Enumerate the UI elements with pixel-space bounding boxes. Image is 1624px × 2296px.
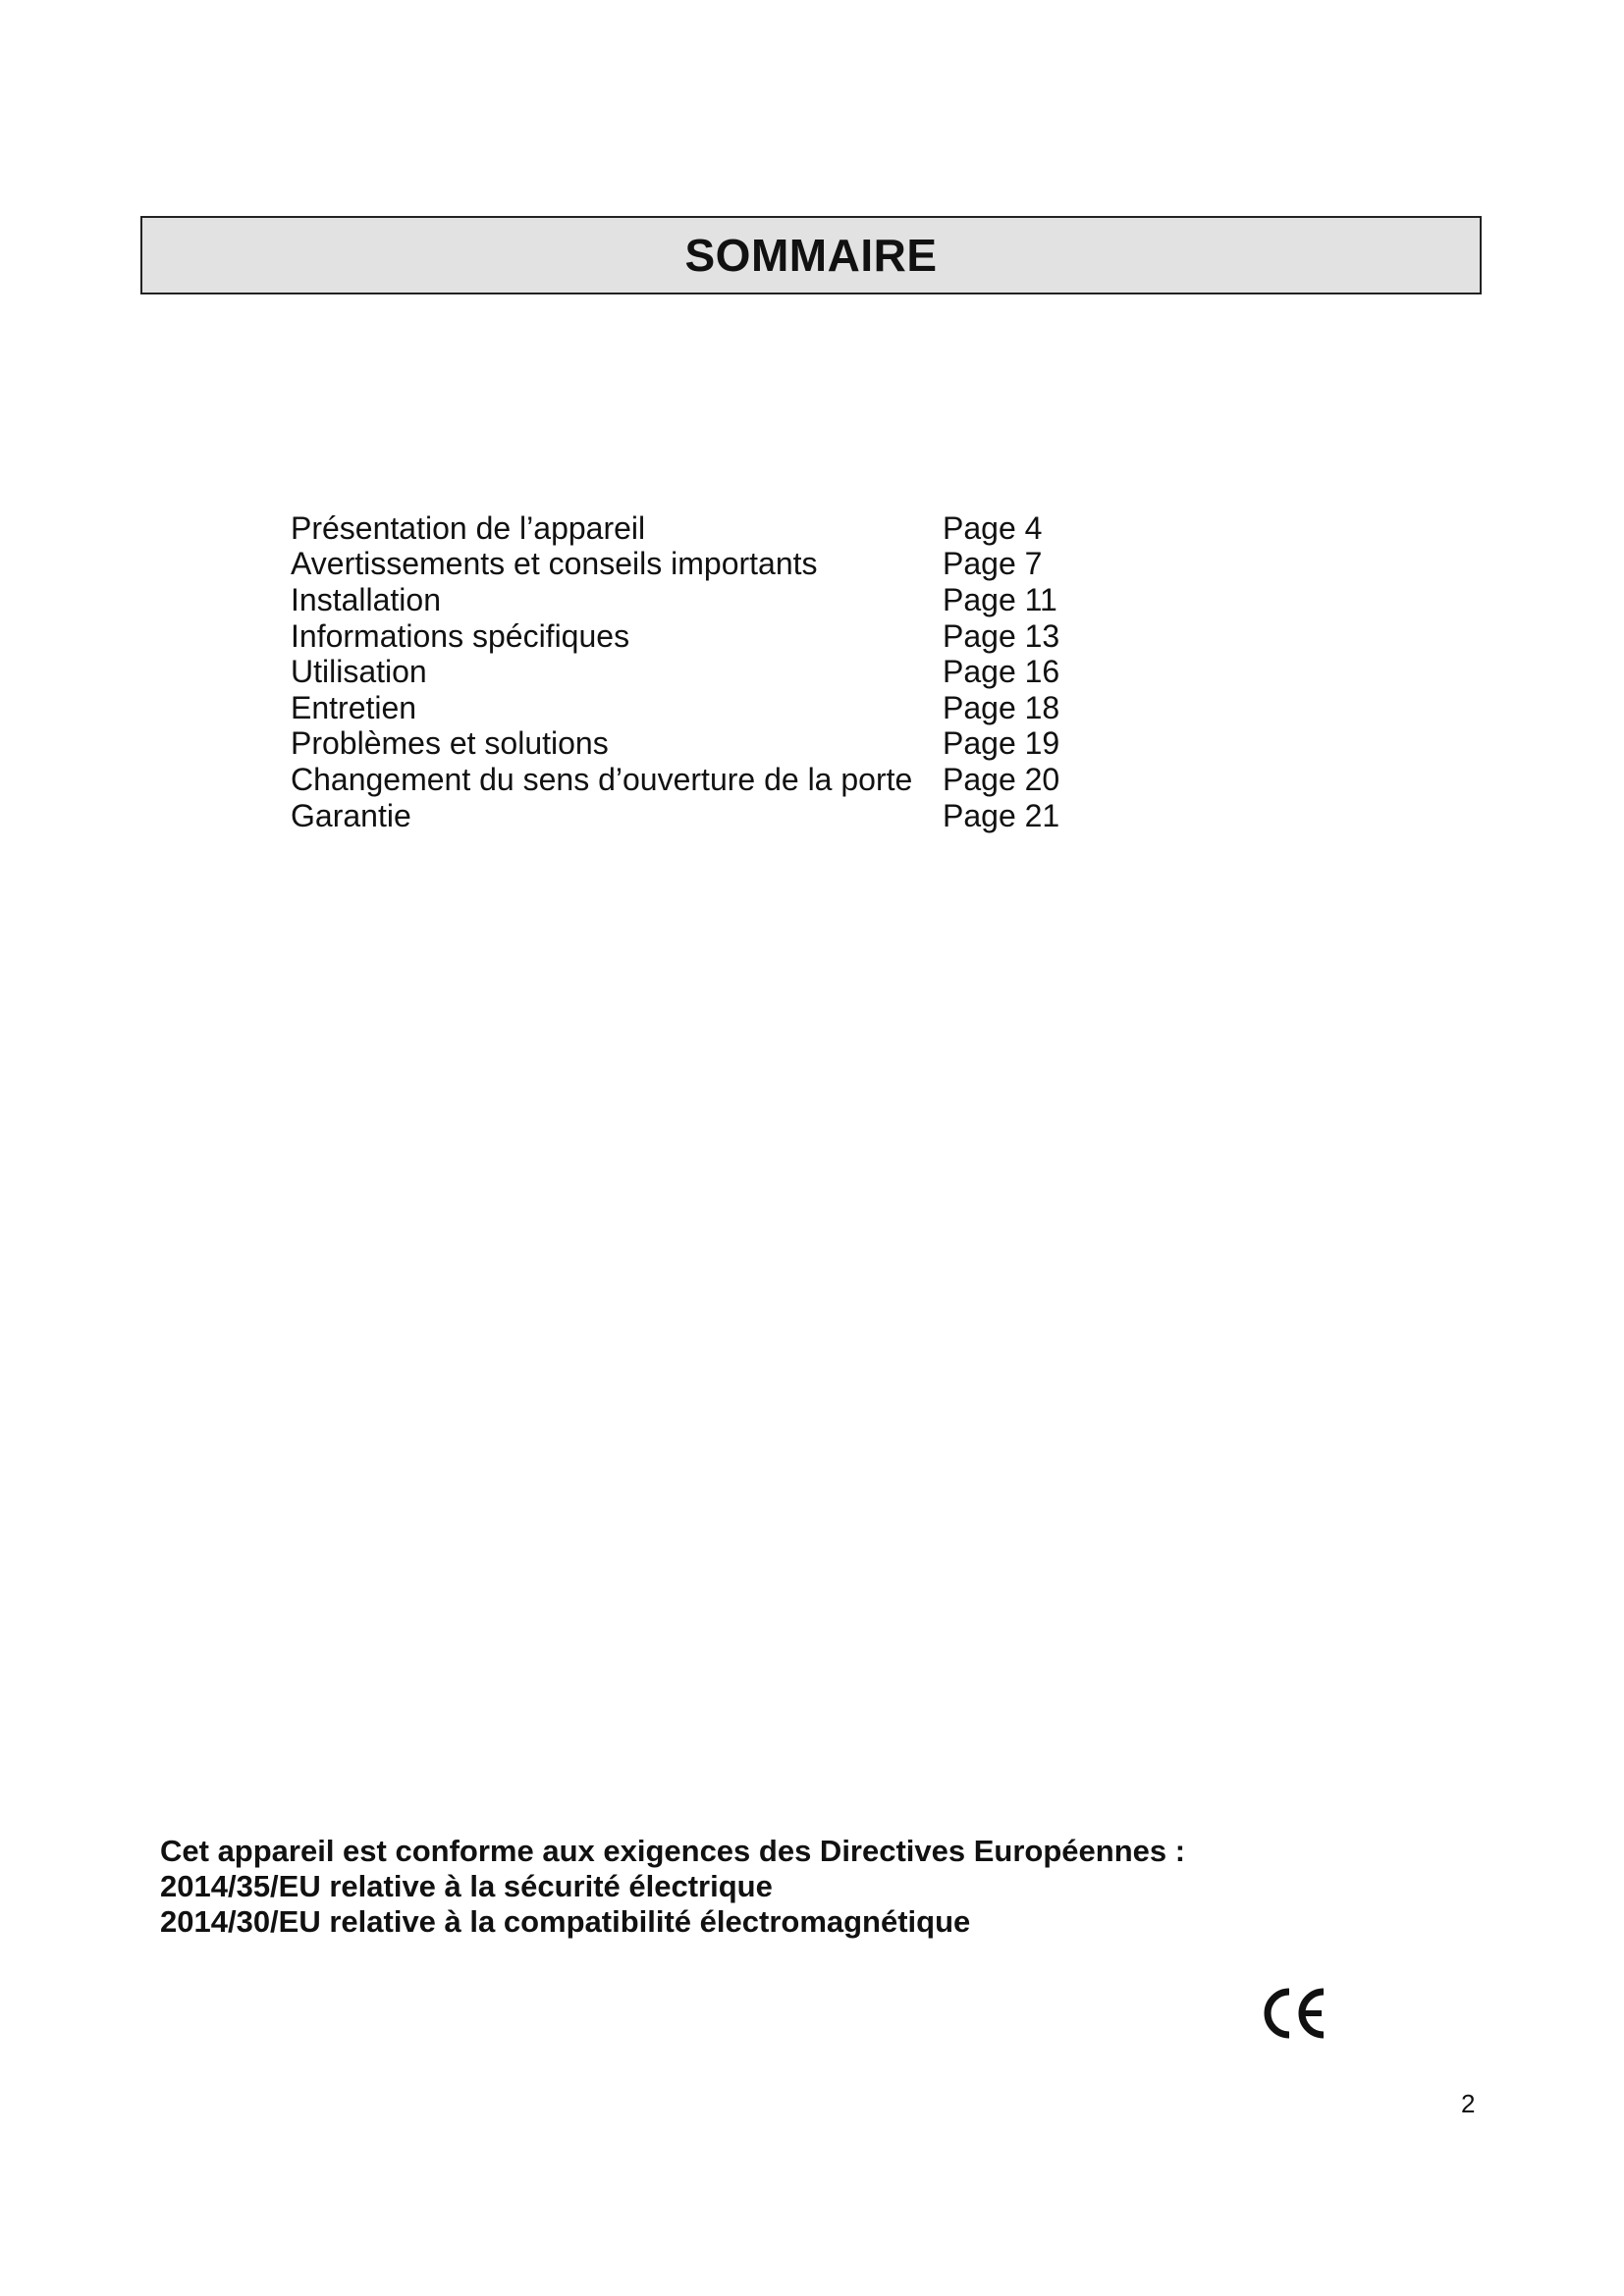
toc-entry-label: Présentation de l’appareil xyxy=(291,509,646,546)
toc-entry xyxy=(291,690,1174,726)
toc-entry-page: Page 11 xyxy=(943,581,1057,617)
toc-entry-page: Page 4 xyxy=(943,509,1043,546)
toc-entry-page: Page 20 xyxy=(943,761,1060,797)
title-banner xyxy=(140,216,1482,294)
toc-entry xyxy=(291,762,1174,798)
toc-entry xyxy=(291,510,1174,547)
toc-entry-page: Page 19 xyxy=(943,725,1060,762)
toc-entry xyxy=(291,726,1174,763)
toc-entry-page: Page 13 xyxy=(943,617,1060,654)
toc-entry-label: Garantie xyxy=(291,797,411,833)
page-title: SOMMAIRE xyxy=(684,230,938,281)
compliance-intro: Cet appareil est conforme aux exigences des Directives Européennes : xyxy=(160,1834,1186,1868)
page-number: 2 xyxy=(1461,2089,1476,2118)
toc-entry-page: Page 16 xyxy=(943,654,1060,690)
ce-mark-icon xyxy=(1259,1987,1331,2040)
toc-entry-label: Entretien xyxy=(291,689,417,725)
compliance-statement xyxy=(160,1834,1185,1940)
toc-entry-label: Utilisation xyxy=(291,654,427,690)
toc-entry-page: Page 21 xyxy=(943,797,1060,833)
compliance-directive-safety: 2014/35/EU relative à la sécurité électrique xyxy=(160,1869,773,1903)
toc-entry xyxy=(291,654,1174,690)
toc-entry-page: Page 18 xyxy=(943,689,1060,725)
toc-entry-label: Avertissements et conseils importants xyxy=(291,546,818,582)
compliance-directive-emc: 2014/30/EU relative à la compatibilité électromagnétique xyxy=(160,1904,971,1939)
toc-entry xyxy=(291,618,1174,655)
toc-entry xyxy=(291,582,1174,618)
toc-entry xyxy=(291,547,1174,583)
toc-entry xyxy=(291,798,1174,834)
table-of-contents xyxy=(291,510,1174,833)
toc-entry-label: Informations spécifiques xyxy=(291,617,630,654)
toc-entry-label: Changement du sens d’ouverture de la porte xyxy=(291,761,913,797)
toc-entry-page: Page 7 xyxy=(943,546,1043,582)
toc-entry-label: Installation xyxy=(291,581,441,617)
toc-entry-label: Problèmes et solutions xyxy=(291,725,609,762)
